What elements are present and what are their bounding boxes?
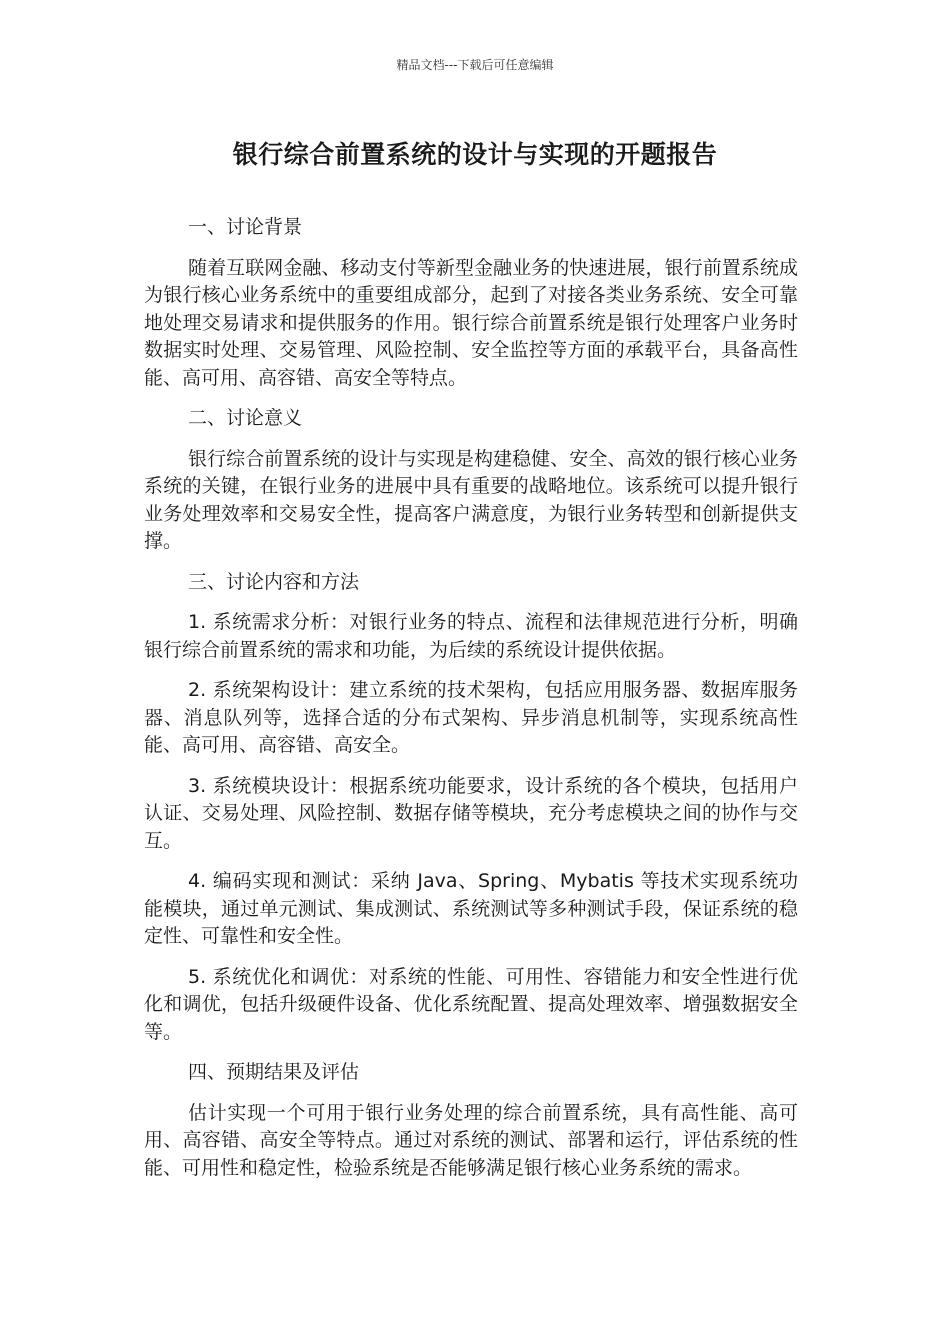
header-watermark: 精品文档---下载后可任意编辑 xyxy=(396,58,554,72)
paragraph-background: 随着互联网金融、移动支付等新型金融业务的快速进展，银行前置系统成为银行核心业务系统中的重要组成部分，起到了对接各类业务系统、安全可靠地处理交易请求和提供服务的作用。银行综合前置系统是银行处理客户业务时数据实时处理、交易管理、风险控制、安全监控等方面的承载平台，具备高性能、高可用、高容错、高安全等特点。 xyxy=(144,256,798,389)
paragraph-method-3: 3. 系统模块设计：根据系统功能要求，设计系统的各个模块，包括用户认证、交易处理、风险控制、数据存储等模块，充分考虑模块之间的协作与交互。 xyxy=(144,774,798,852)
paragraph-method-5: 5. 系统优化和调优：对系统的性能、可用性、容错能力和安全性进行优化和调优，包括升级硬件设备、优化系统配置、提高处理效率、增强数据安全等。 xyxy=(144,965,798,1043)
section-heading-background: 一、讨论背景 xyxy=(188,216,303,238)
document-body xyxy=(144,214,798,1195)
section-heading-methods: 三、讨论内容和方法 xyxy=(188,570,360,593)
section-heading-results: 四、预期结果及评估 xyxy=(188,1061,360,1083)
paragraph-method-4: 4. 编码实现和测试：采纳 Java、Spring、Mybatis 等技术实现系统功能模块，通过单元测试、集成测试、系统测试等多种测试手段，保证系统的稳定性、可靠性和安全性。 xyxy=(144,870,798,947)
document-title: 银行综合前置系统的设计与实现的开题报告 xyxy=(232,140,718,169)
paragraph-significance: 银行综合前置系统的设计与实现是构建稳健、安全、高效的银行核心业务系统的关键，在银行业务的进展中具有重要的战略地位。该系统可以提升银行业务处理效率和交易安全性，提高客户满意度，为银行业务转型和创新提供支撑。 xyxy=(144,447,798,552)
paragraph-results: 估计实现一个可用于银行业务处理的综合前置系统，具有高性能、高可用、高容错、高安全等特点。通过对系统的测试、部署和运行，评估系统的性能、可用性和稳定性，检验系统是否能够满足银行核心业务系统的需求。 xyxy=(144,1101,798,1179)
section-heading-significance: 二、讨论意义 xyxy=(188,407,303,429)
paragraph-method-1: 1. 系统需求分析：对银行业务的特点、流程和法律规范进行分析，明确银行综合前置系统的需求和功能，为后续的系统设计提供依据。 xyxy=(144,611,798,661)
paragraph-method-2: 2. 系统架构设计：建立系统的技术架构，包括应用服务器、数据库服务器、消息队列等，选择合适的分布式架构、异步消息机制等，实现系统高性能、高可用、高容错、高安全。 xyxy=(144,679,798,756)
